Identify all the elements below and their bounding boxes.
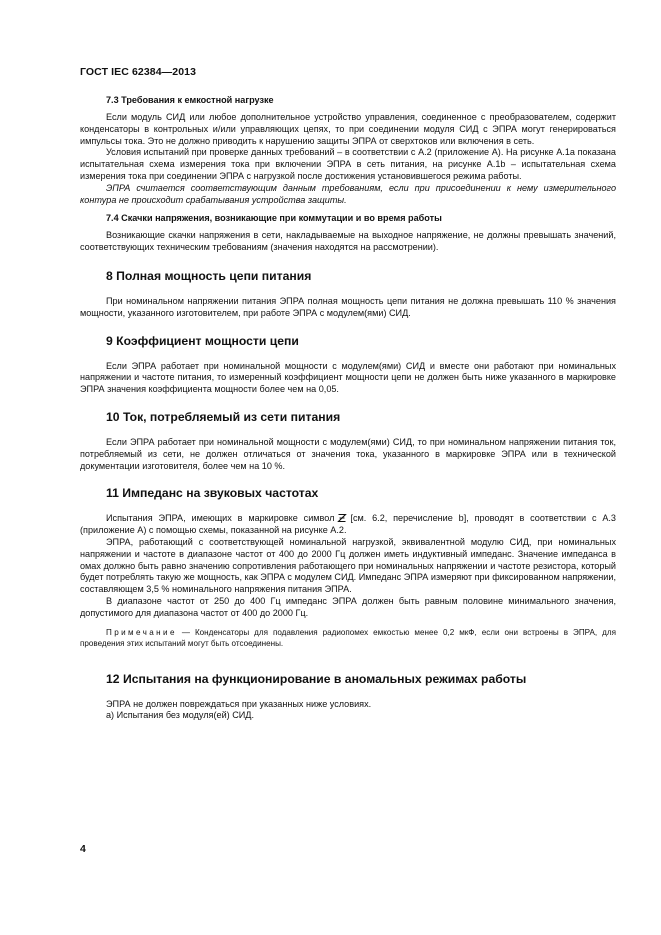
section-10-title: 10 Ток, потребляемый из сети питания — [106, 409, 341, 424]
section-7-3-title: 7.3 Требования к емкостной нагрузке — [106, 95, 274, 105]
page-number: 4 — [80, 843, 86, 855]
section-7-3-paragraph-1: Если модуль СИД или любое дополнительное устройство управления, соединенное с преобразователем, содержит конденсаторы в контрольных и/или управляющих цепях, то при соединении модуля СИД с ЭПРА могут генерироваться импульсы тока. Это не должно приводить к нарушению защиты ЭПРА от сверхтоков или включения в сеть. — [80, 112, 616, 146]
section-11-paragraph-3: В диапазоне частот от 250 до 400 Гц импеданс ЭПРА должен быть равным половине минимального значения, допустимого для диапазона частот от 400 до 2000 Гц. — [80, 595, 616, 618]
audio-frequency-impedance-symbol-icon — [337, 513, 347, 523]
section-12-paragraph-1: ЭПРА не должен повреждаться при указанных ниже условиях. — [106, 698, 372, 709]
note-label: Примечание — [106, 627, 177, 637]
section-11-paragraph-2: ЭПРА, работающий с соответствующей номинальной нагрузкой, эквивалентной модулю СИД, при номинальных напряжении и частоте в диапазоне частот от 400 до 2000 Гц должен иметь индуктивный импеданс. Значение импеданса в омах должно быть равно значению сопротивления работающего при номинальных напряжении и частоте резистора, который будет потреблять такую же мощность, как ЭПРА с модулем СИД. Импеданс ЭПРА измеряют при фиксированном напряжении, составляющем 3,5 % номинального напряжения питания ЭПРА. — [80, 536, 616, 595]
section-7-3-paragraph-3: ЭПРА считается соответствующим данным требованиям, если при присоединении к нему измерительного контура не происходит срабатывания устройства защиты. — [80, 182, 616, 205]
section-7-3-paragraph-2: Условия испытаний при проверке данных требований – в соответствии с А.2 (приложение А). На рисунке А.1а показана испытательная схема измерения тока при включении ЭПРА в сеть питания, на рисунке А.1b – испытательная схема измерения тока при соединении ЭПРА с нагрузкой после достижения установившегося режима работы. — [80, 147, 616, 181]
section-11-note — [80, 627, 616, 650]
section-7-4-paragraph-1: Возникающие скачки напряжения в сети, накладываемые на выходное напряжение, не должны превышать значений, соответствующих техническим требованиям (значения находятся на рассмотрении). — [80, 230, 616, 253]
note-text: — Конденсаторы для подавления радиопомех емкостью менее 0,2 мкФ, если они встроены в ЭПРА, для проведения этих испытаний могут быть отсоединены. — [80, 627, 616, 649]
section-8-paragraph-1: При номинальном напряжении питания ЭПРА полная мощность цепи питания не должна превышать 110 % значения мощности, указанного изготовителем, при работе ЭПРА с модулем(ями) СИД. — [80, 295, 616, 318]
section-10-paragraph-1: Если ЭПРА работает при номинальной мощности с модулем(ями) СИД, то при номинальном напряжении питания ток, потребляемый из сети, не должен отличаться от значения тока, указанного в маркировке ЭПРА или в технической документации изготовителя, более чем на 10 %. — [80, 436, 616, 471]
document-body — [80, 95, 616, 722]
section-12-title: 12 Испытания на функционирование в аномальных режимах работы — [106, 671, 527, 686]
section-7-4-title: 7.4 Скачки напряжения, возникающие при коммутации и во время работы — [106, 213, 442, 224]
section-9-title: 9 Коэффициент мощности цепи — [106, 333, 299, 348]
section-11-paragraph-1-end: [см. 6.2, перечисление b], проводят в соответствии с А.3 (приложение А) с помощью схемы, показанной на рисунке А.2. — [80, 513, 616, 536]
section-8-title: 8 Полная мощность цепи питания — [106, 268, 312, 283]
document-header: ГОСТ IEC 62384—2013 — [80, 66, 197, 78]
section-9-paragraph-1: Если ЭПРА работает при номинальной мощности с модулем(ями) СИД и вместе они работают при номинальных напряжении и частоте питания, то измеренный коэффициент мощности цепи не должен быть ниже указанного в маркировке ЭПРА значения коэффициента мощности более чем на 0,05. — [80, 360, 616, 395]
section-12-paragraph-2: а) Испытания без модуля(ей) СИД. — [106, 710, 254, 721]
section-11-paragraph-1-start: Испытания ЭПРА, имеющих в маркировке символ — [106, 513, 335, 524]
section-11-paragraph-1 — [80, 513, 616, 537]
section-11-title: 11 Импеданс на звуковых частотах — [106, 486, 319, 501]
